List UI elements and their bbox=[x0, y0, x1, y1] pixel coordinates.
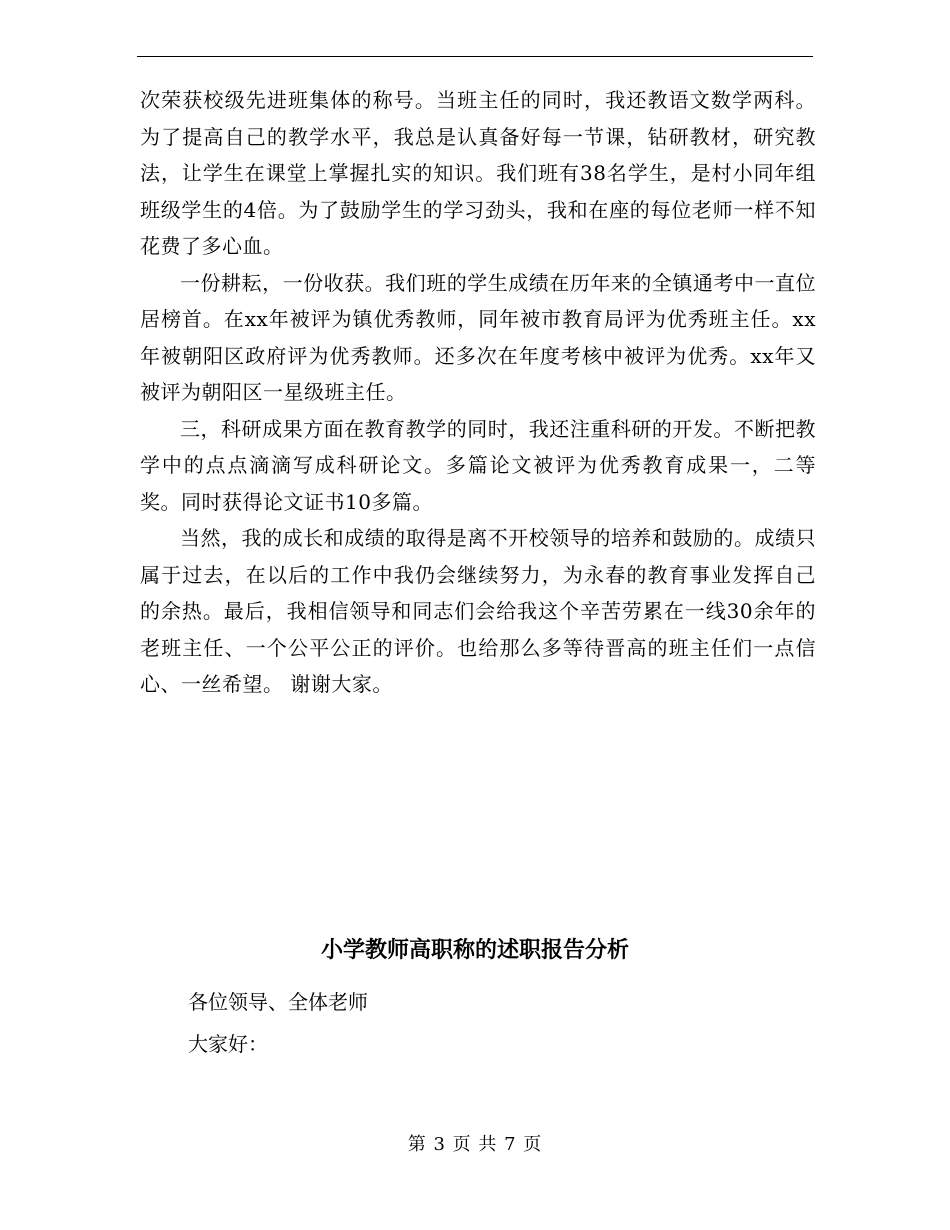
page-number-footer: 第 3 页 共 7 页 bbox=[407, 1134, 543, 1155]
header-rule bbox=[137, 56, 813, 57]
greeting: 大家好： bbox=[188, 1032, 268, 1056]
section-title: 小学教师高职称的述职报告分析 bbox=[320, 938, 629, 963]
salutation: 各位领导、全体老师 bbox=[188, 990, 368, 1014]
paragraph-continuation: 次荣获校级先进班集体的称号。当班主任的同时，我还教语文数学两科。为了提高自己的教学水平，我总是认真备好每一节课，钻研教材，研究教法，让学生在课堂上掌握扎实的知识。我们班有38名学生，是村小同年组班级学生的4倍。为了鼓励学生的学习劲头，我和在座的每位老师一样不知花费了多心血。 bbox=[140, 88, 816, 258]
paragraph-closing: 当然，我的成长和成绩的取得是离不开校领导的培养和鼓励的。成绩只属于过去，在以后的工作中我仍会继续努力，为永春的教育事业发挥自己的余热。最后，我相信领导和同志们会给我这个辛苦劳累在一线30余年的老班主任、一个公平公正的评价。也给那么多等待晋高的班主任们一点信心、一丝希望。 谢谢大家。 bbox=[140, 526, 816, 696]
paragraph-achievements: 一份耕耘，一份收获。我们班的学生成绩在历年来的全镇通考中一直位居榜首。在xx年被评为镇优秀教师，同年被市教育局评为优秀班主任。xx年被朝阳区政府评为优秀教师。还多次在年度考核中被评为优秀。xx年又被评为朝阳区一星级班主任。 bbox=[140, 270, 816, 404]
document-body bbox=[140, 82, 816, 703]
paragraph-research: 三，科研成果方面在教育教学的同时，我还注重科研的开发。不断把教学中的点点滴滴写成科研论文。多篇论文被评为优秀教育成果一，二等奖。同时获得论文证书10多篇。 bbox=[140, 416, 816, 514]
